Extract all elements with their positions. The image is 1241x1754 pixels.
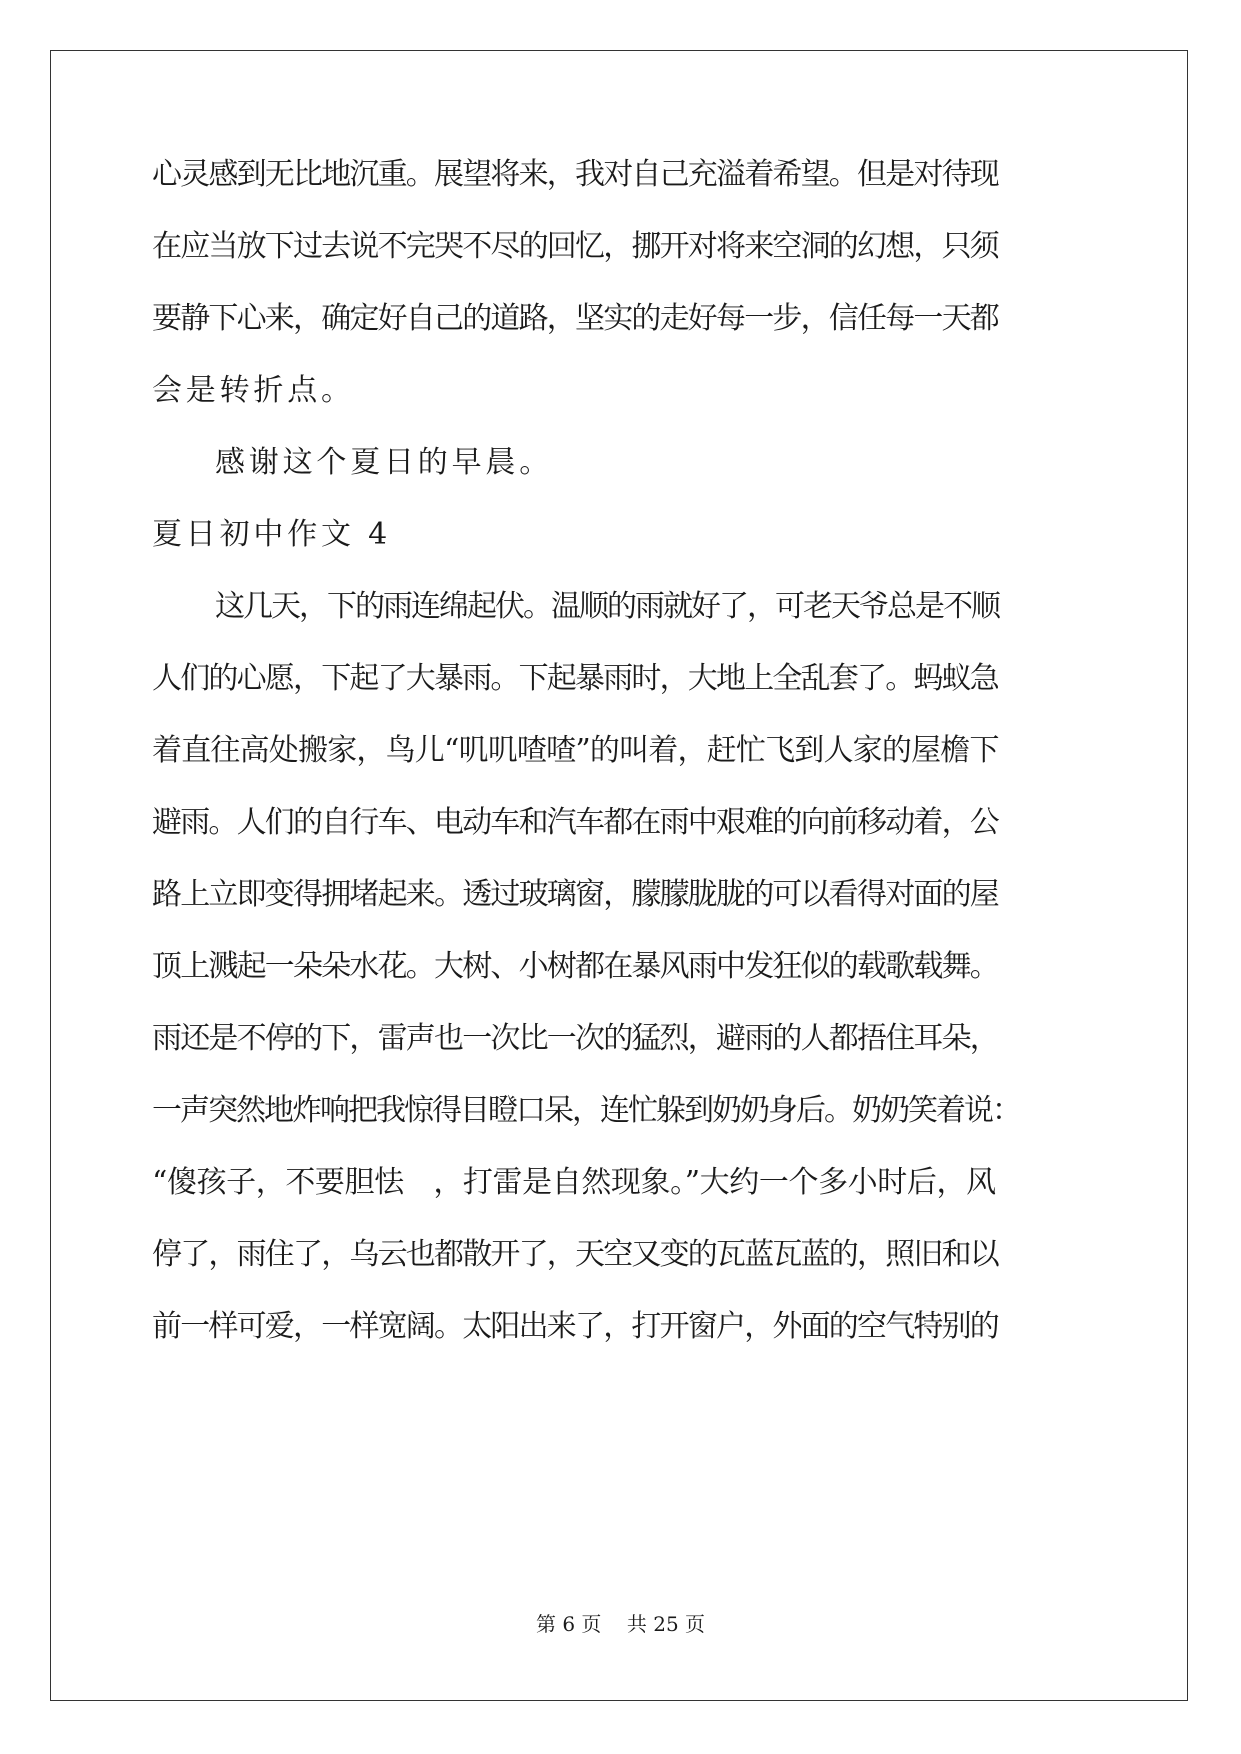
text-line: 在应当放下过去说不完哭不尽的回忆，挪开对将来空洞的幻想，只须 bbox=[152, 229, 998, 264]
text-line: 雨还是不停的下，雷声也一次比一次的猛烈，避雨的人都捂住耳朵， bbox=[152, 1021, 998, 1056]
section-heading: 夏日初中作文 4 bbox=[152, 517, 392, 552]
page-number: 第 6 页 bbox=[535, 1612, 602, 1636]
page-footer bbox=[0, 1612, 1241, 1636]
text-line: 人们的心愿，下起了大暴雨。下起暴雨时，大地上全乱套了。蚂蚁急 bbox=[152, 661, 998, 696]
text-line: 顶上溅起一朵朵水花。大树、小树都在暴风雨中发狂似的载歌载舞。 bbox=[152, 949, 998, 984]
text-line: “傻孩子，不要胆怯 ，打雷是自然现象。”大约一个多小时后，风 bbox=[152, 1165, 996, 1200]
text-line: 前一样可爱，一样宽阔。太阳出来了，打开窗户，外面的空气特别的 bbox=[152, 1309, 998, 1344]
text-line: 着直往高处搬家，鸟儿“叽叽喳喳”的叫着，赶忙飞到人家的屋檐下 bbox=[152, 733, 999, 768]
text-line: 会是转折点。 bbox=[152, 373, 355, 408]
text-line: 避雨。人们的自行车、电动车和汽车都在雨中艰难的向前移动着，公 bbox=[152, 805, 998, 840]
text-line: 这几天，下的雨连绵起伏。温顺的雨就好了，可老天爷总是不顺 bbox=[215, 589, 999, 624]
text-line: 一声突然地炸响把我惊得目瞪口呆，连忙躲到奶奶身后。奶奶笑着说： bbox=[152, 1093, 1020, 1128]
text-line: 路上立即变得拥堵起来。透过玻璃窗，朦朦胧胧的可以看得对面的屋 bbox=[152, 877, 998, 912]
text-line: 感谢这个夏日的早晨。 bbox=[215, 445, 553, 480]
text-line: 停了，雨住了，乌云也都散开了，天空又变的瓦蓝瓦蓝的，照旧和以 bbox=[152, 1237, 998, 1272]
total-pages: 共 25 页 bbox=[626, 1612, 706, 1636]
text-line: 要静下心来，确定好自己的道路，坚实的走好每一步，信任每一天都 bbox=[152, 301, 998, 336]
text-line: 心灵感到无比地沉重。展望将来，我对自己充溢着希望。但是对待现 bbox=[152, 157, 998, 192]
